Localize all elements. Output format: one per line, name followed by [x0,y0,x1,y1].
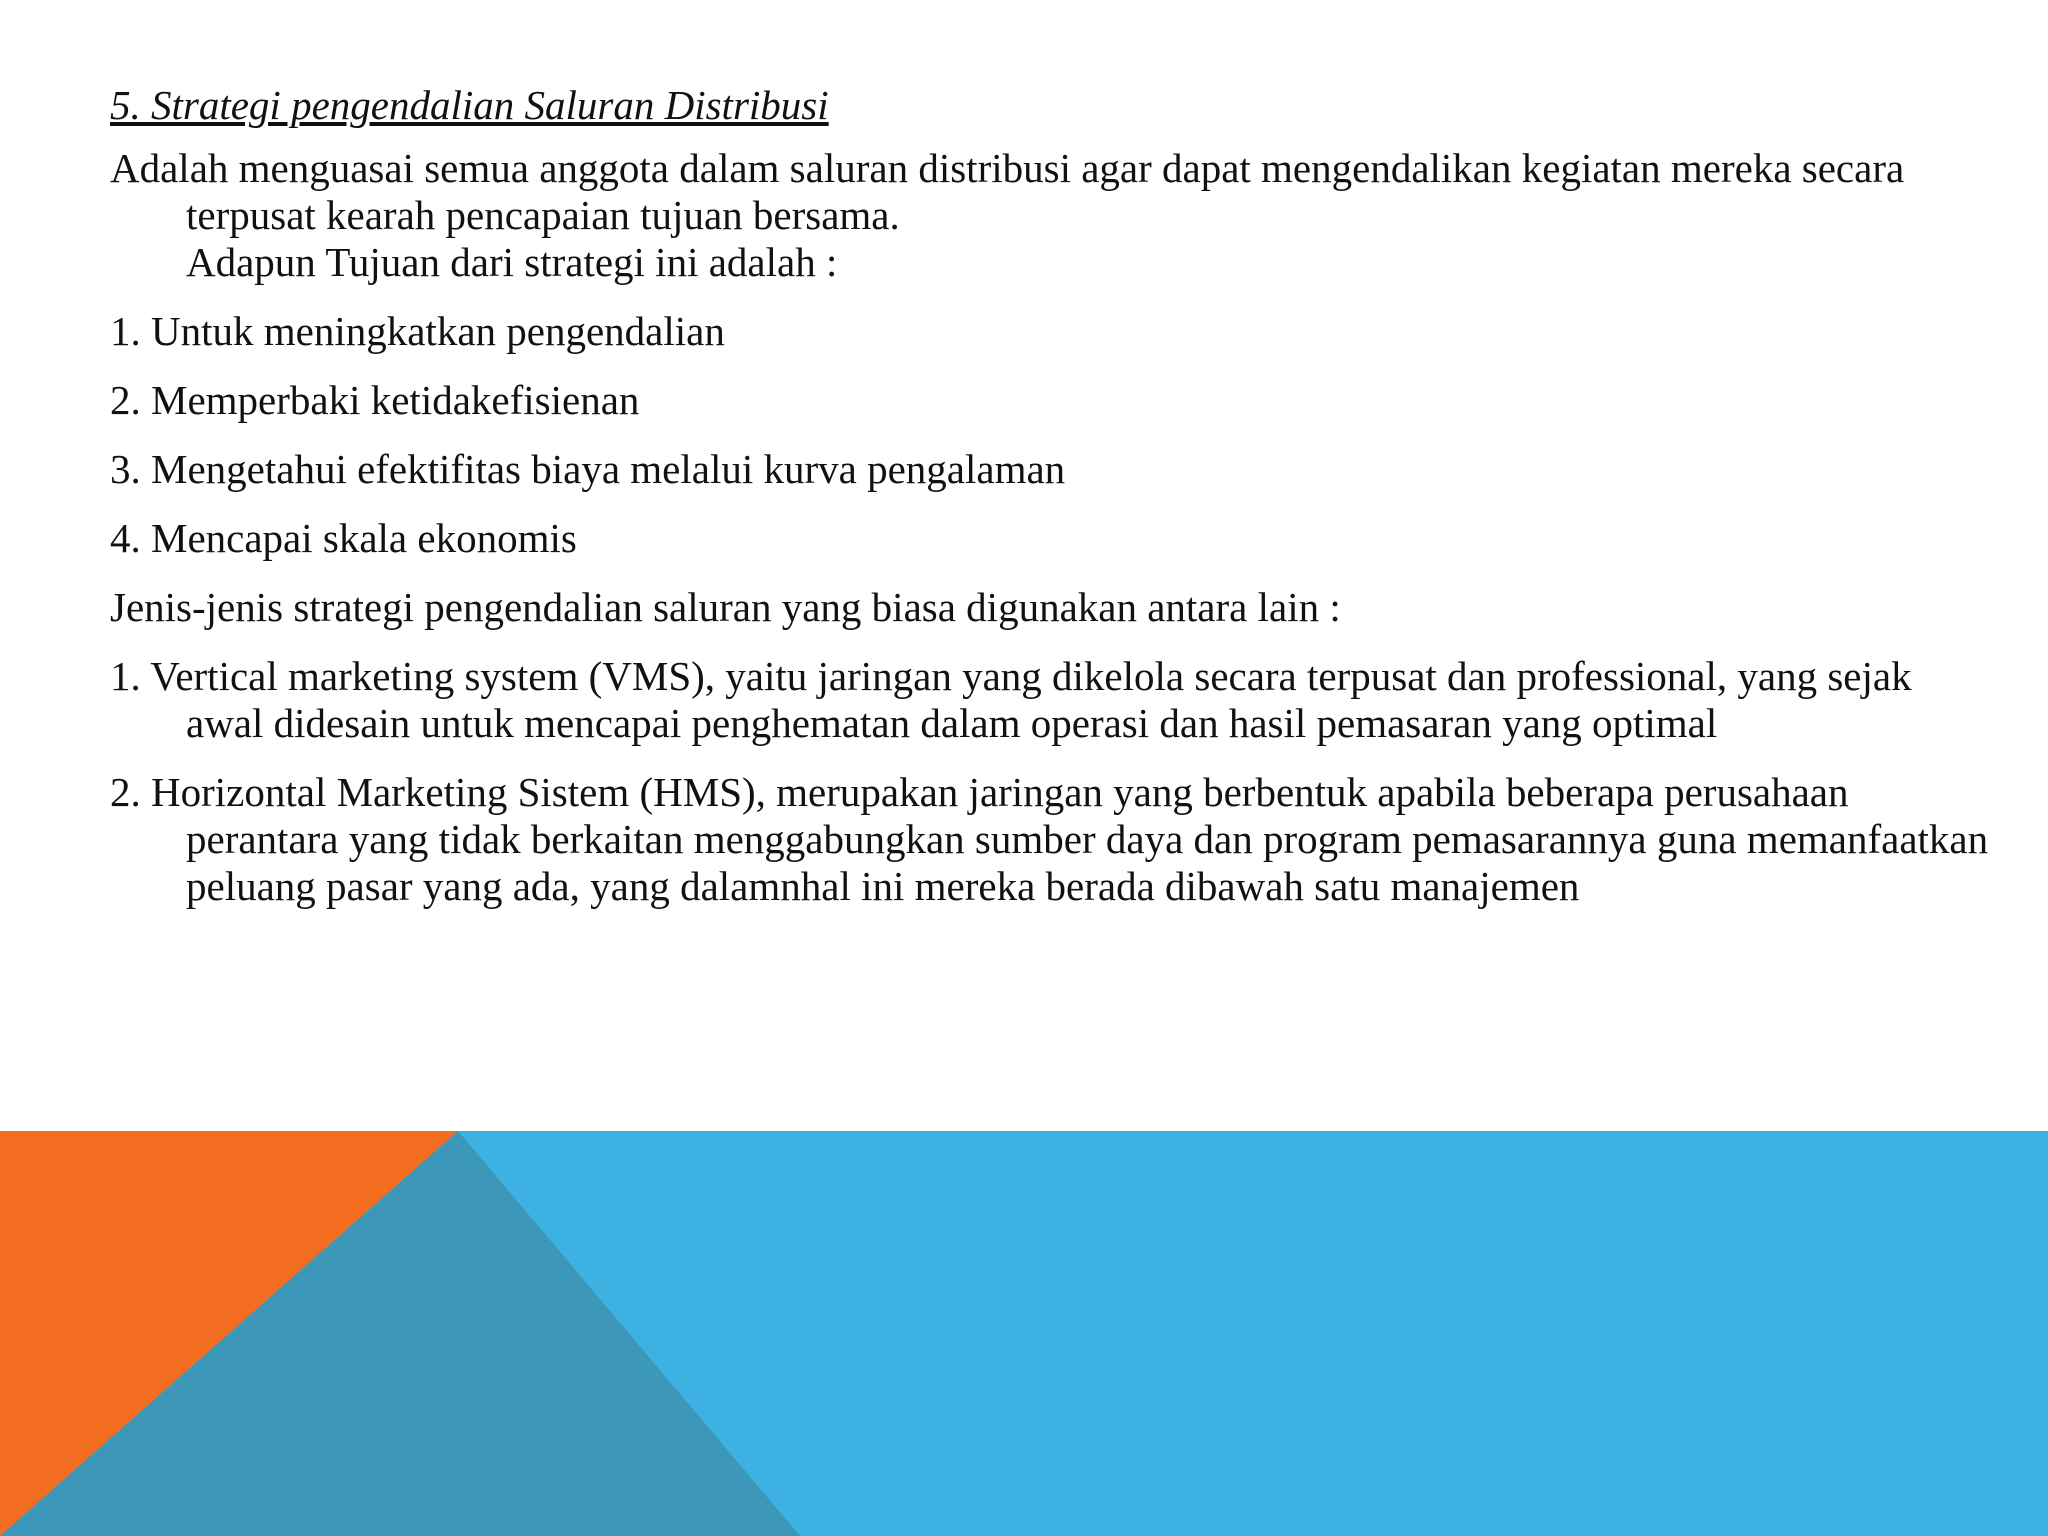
goals-intro: Adapun Tujuan dari strategi ini adalah : [186,239,838,285]
goal-item: 2. Memperbaki ketidakefisienan [110,377,640,423]
definition-paragraph: Adalah menguasai semua anggota dalam saluran distribusi agar dapat mengendalikan kegiatan mereka secara terpusat kearah pencapaian tujuan bersama. [110,145,1905,238]
type-item-vms: 1. Vertical marketing system (VMS), yaitu jaringan yang dikelola secara terpusat dan professional, yang sejak awal didesain untuk mencapai penghematan dalam operasi dan hasil pemasaran yang optimal [110,653,1912,746]
type-item-hms: 2. Horizontal Marketing Sistem (HMS), merupakan jaringan yang berbentuk apabila beberapa perusahaan perantara yang tidak berkaitan menggabungkan sumber daya dan program pemasarannya guna memanfaatkan peluang pasar yang ada, yang dalamnhal ini mereka berada dibawah satu manajemen [110,769,1989,909]
decorative-band [0,1131,2048,1536]
goal-item: 1. Untuk meningkatkan pengendalian [110,308,725,354]
goal-item: 4. Mencapai skala ekonomis [110,515,577,561]
types-intro: Jenis-jenis strategi pengendalian saluran yang biasa digunakan antara lain : [110,584,1341,630]
goal-item: 3. Mengetahui efektifitas biaya melalui kurva pengalaman [110,446,1066,492]
slide-content [110,82,1990,910]
slide-heading: 5. Strategi pengendalian Saluran Distribusi [110,82,829,128]
